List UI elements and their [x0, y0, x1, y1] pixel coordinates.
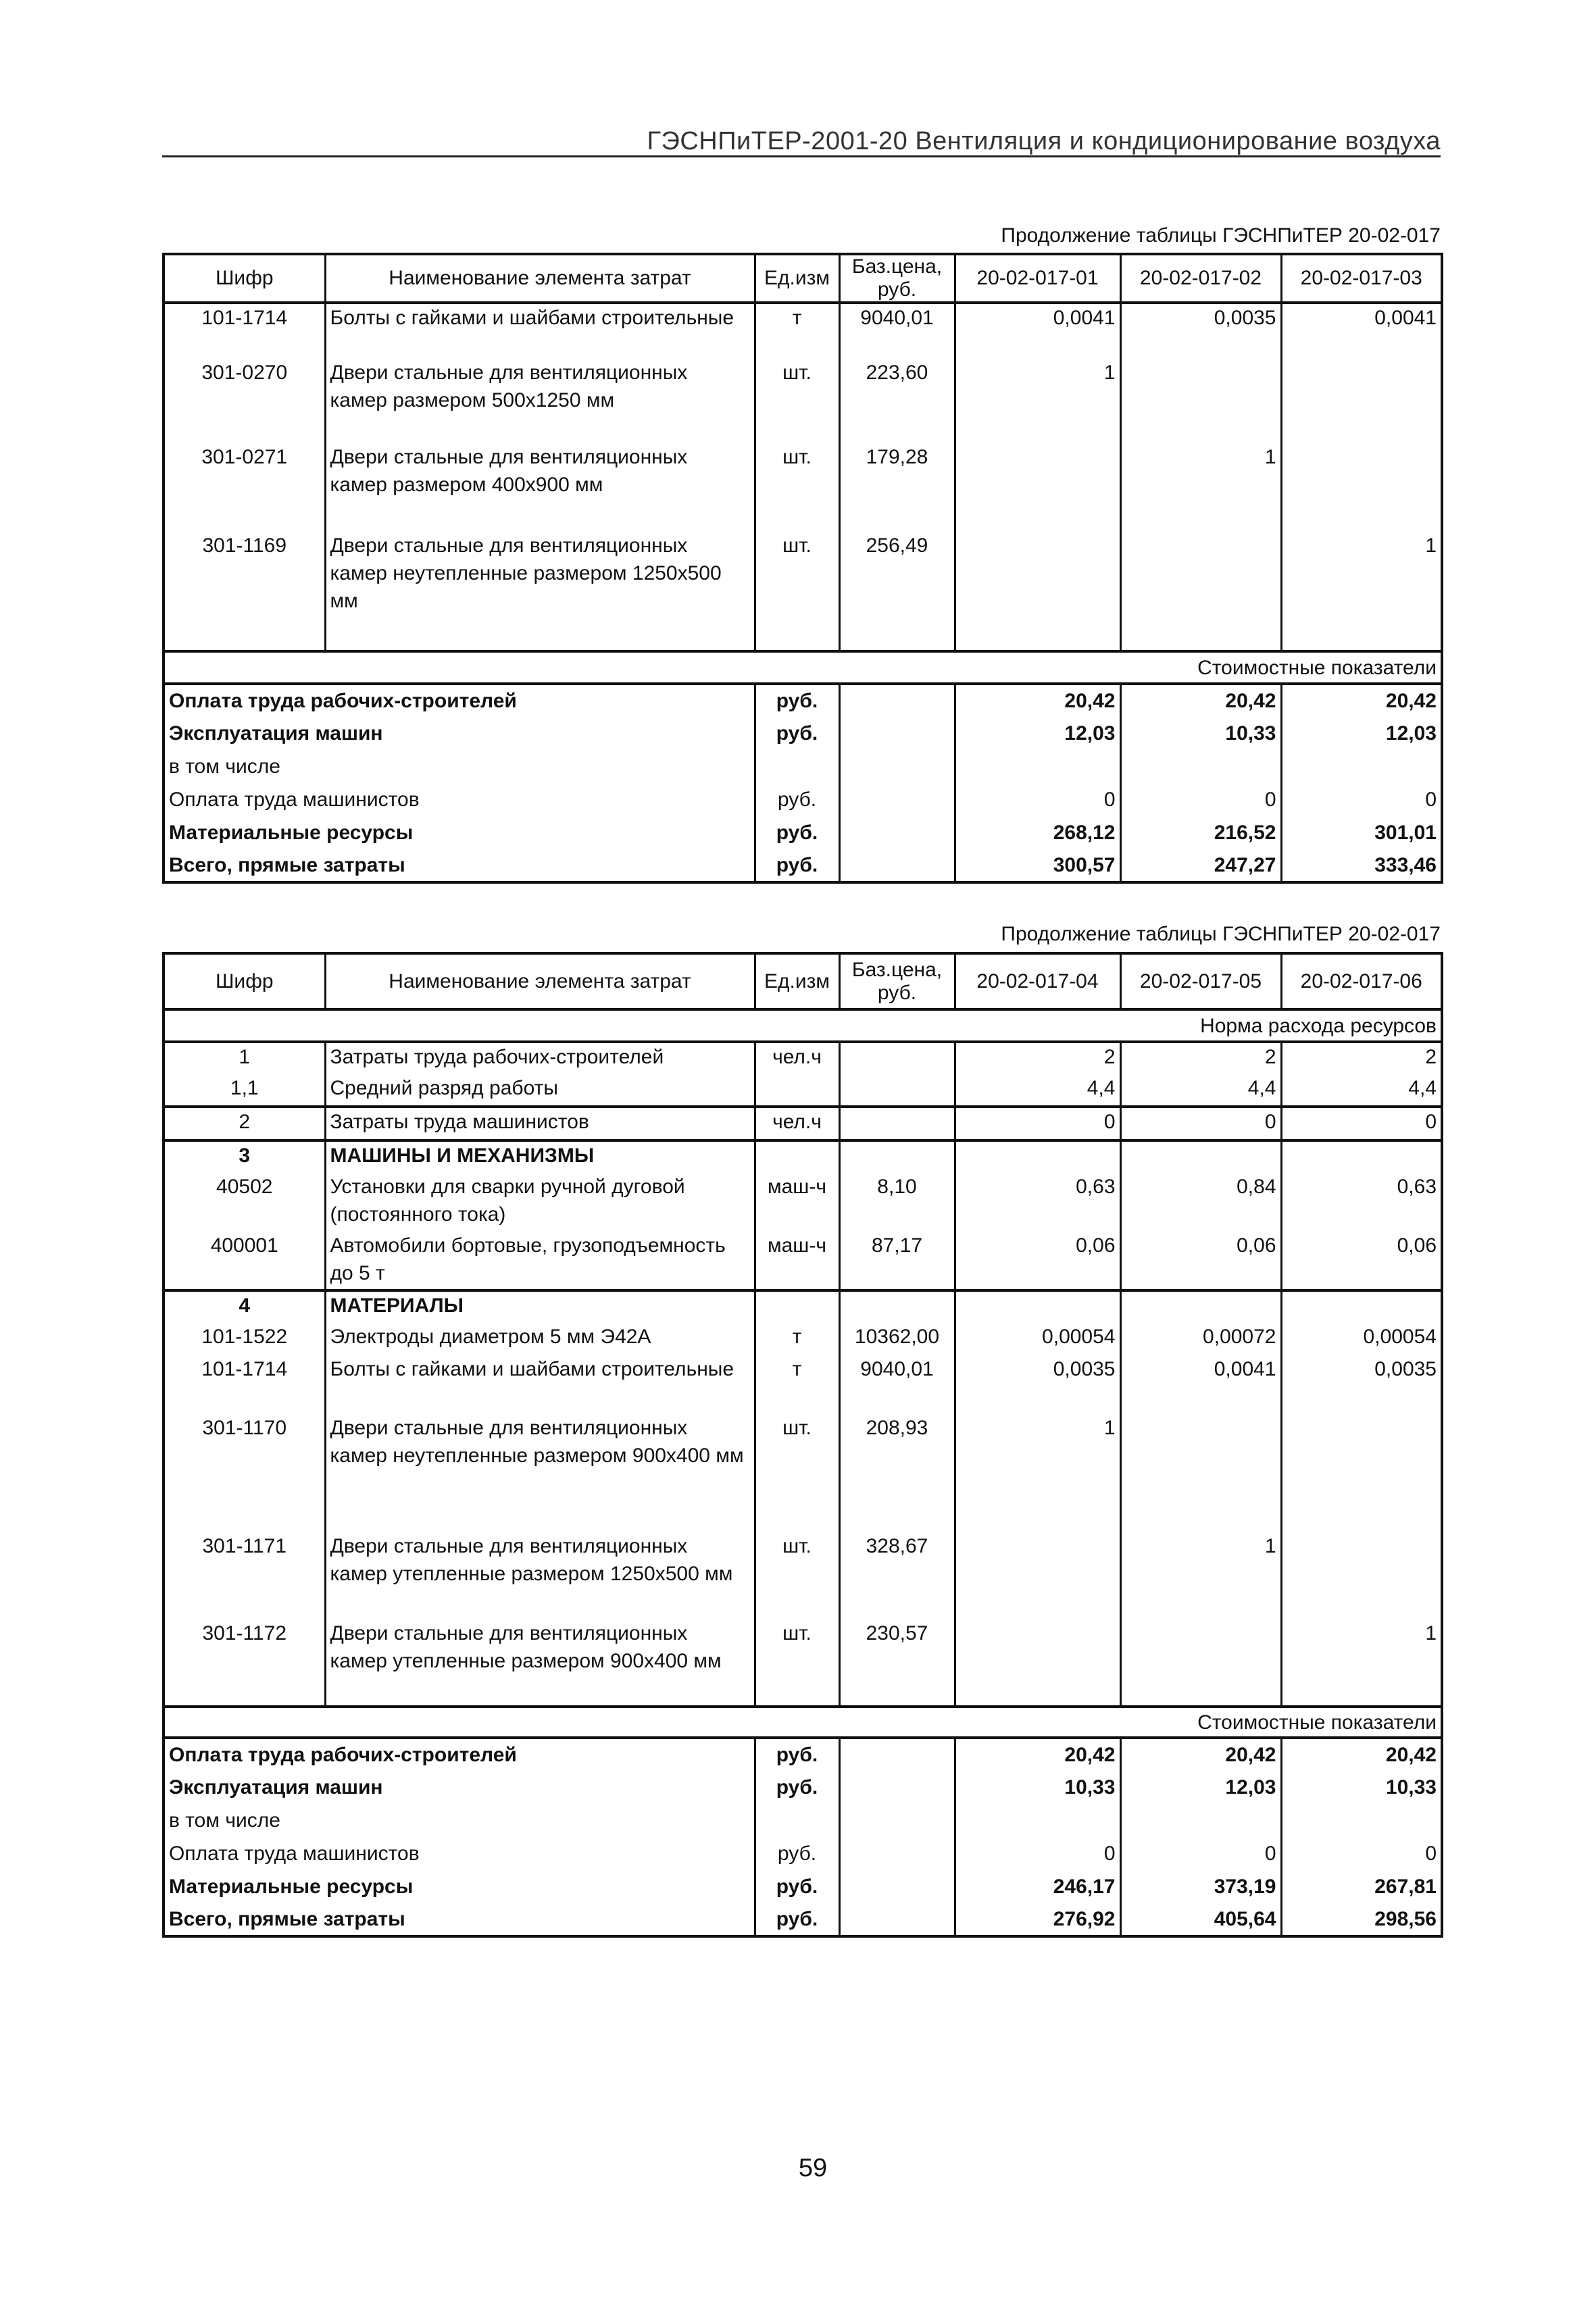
norm-value: 0,00054: [955, 1323, 1120, 1355]
resource-code: 40502: [164, 1173, 325, 1232]
norm-value: [955, 1619, 1120, 1707]
base-price: [839, 1140, 955, 1173]
column-header-norm-code: 20-02-017-02: [1120, 254, 1281, 303]
column-header-code: Шифр: [164, 254, 325, 303]
unit: [755, 1074, 839, 1107]
base-price-empty: [839, 849, 955, 882]
summary-label: Материальные ресурсы: [164, 1870, 755, 1903]
section-band-label: Стоимостные показатели: [164, 651, 1442, 684]
header-row: [164, 953, 1442, 1009]
unit: чел.ч: [755, 1042, 839, 1074]
cost-value: [955, 750, 1120, 783]
table-row: [164, 1414, 1442, 1532]
summary-row: [164, 1804, 1442, 1837]
cost-value: [1281, 750, 1442, 783]
norm-value: 2: [1281, 1042, 1442, 1074]
cost-value: 12,03: [1281, 717, 1442, 750]
column-header-unit: Ед.изм: [755, 254, 839, 303]
table-row: [164, 1042, 1442, 1074]
norm-value: 0,63: [955, 1173, 1120, 1232]
norm-value: [955, 1532, 1120, 1619]
norm-value: 0,0035: [1281, 1355, 1442, 1414]
cost-value: 20,42: [1281, 684, 1442, 717]
base-price-empty: [839, 783, 955, 816]
summary-label: Всего, прямые затраты: [164, 1903, 755, 1936]
resource-name: Средний разряд работы: [325, 1074, 755, 1107]
summary-label: Эксплуатация машин: [164, 717, 755, 750]
table-row: [164, 1532, 1442, 1619]
cost-value: 12,03: [955, 717, 1120, 750]
resource-name: МАШИНЫ И МЕХАНИЗМЫ: [325, 1140, 755, 1173]
cost-value: 0: [1281, 783, 1442, 816]
unit: руб.: [755, 849, 839, 882]
unit: т: [755, 1323, 839, 1355]
norm-value: 0,06: [955, 1232, 1120, 1290]
cost-value: 373,19: [1120, 1870, 1281, 1903]
resource-name: Двери стальные для вентиляционных камер неутепленные размером 1250х500 мм: [325, 532, 755, 651]
column-header-norm-code: 20-02-017-01: [955, 254, 1120, 303]
table-row: [164, 1140, 1442, 1173]
column-header-price: Баз.цена, руб.: [839, 254, 955, 303]
cost-value: 268,12: [955, 816, 1120, 849]
unit: [755, 1140, 839, 1173]
norm-value: 1: [1281, 1619, 1442, 1707]
summary-label: в том числе: [164, 1804, 755, 1837]
cost-value: 267,81: [1281, 1870, 1442, 1903]
norm-value: 0,06: [1281, 1232, 1442, 1290]
unit: шт.: [755, 1619, 839, 1707]
resource-name: МАТЕРИАЛЫ: [325, 1290, 755, 1323]
cost-value: 216,52: [1120, 816, 1281, 849]
norm-value: 0,0041: [955, 303, 1120, 359]
cost-value: 0: [955, 783, 1120, 816]
cost-value: 0: [955, 1837, 1120, 1870]
resource-code: 1: [164, 1042, 325, 1074]
unit: шт.: [755, 1414, 839, 1532]
base-price: 179,28: [839, 443, 955, 532]
cost-value: 10,33: [1120, 717, 1281, 750]
norm-value: [1120, 1619, 1281, 1707]
resource-table-2: [162, 952, 1443, 1938]
unit: руб.: [755, 783, 839, 816]
resource-name: Болты с гайками и шайбами строительные: [325, 303, 755, 359]
unit: т: [755, 1355, 839, 1414]
unit: [755, 1290, 839, 1323]
unit: руб.: [755, 717, 839, 750]
norm-value: [1120, 1414, 1281, 1532]
resource-code: 1,1: [164, 1074, 325, 1107]
base-price-empty: [839, 816, 955, 849]
summary-label: Оплата труда машинистов: [164, 1837, 755, 1870]
resource-code: 301-1171: [164, 1532, 325, 1619]
unit: чел.ч: [755, 1107, 839, 1140]
cost-value: 12,03: [1120, 1771, 1281, 1804]
norm-value: 0: [955, 1107, 1120, 1140]
resource-name: Двери стальные для вентиляционных камер размером 500х1250 мм: [325, 359, 755, 443]
norm-value: [1120, 1140, 1281, 1173]
resource-code: 301-1169: [164, 532, 325, 651]
table-row: [164, 359, 1442, 443]
cost-value: 10,33: [955, 1771, 1120, 1804]
base-price-empty: [839, 1837, 955, 1870]
cost-value: 246,17: [955, 1870, 1120, 1903]
norm-value: [955, 443, 1120, 532]
base-price-empty: [839, 1771, 955, 1804]
norm-value: 2: [1120, 1042, 1281, 1074]
base-price: 9040,01: [839, 303, 955, 359]
norm-value: 1: [955, 1414, 1120, 1532]
summary-row: [164, 684, 1442, 717]
norm-value: 1: [1281, 532, 1442, 651]
norm-value: [1120, 1290, 1281, 1323]
norm-value: 1: [1120, 1532, 1281, 1619]
norm-value: [1281, 359, 1442, 443]
cost-value: 20,42: [955, 1738, 1120, 1771]
summary-label: Оплата труда рабочих-строителей: [164, 684, 755, 717]
base-price: 223,60: [839, 359, 955, 443]
summary-row: [164, 1903, 1442, 1936]
cost-value: 20,42: [1120, 684, 1281, 717]
norm-value: 0,0035: [955, 1355, 1120, 1414]
resource-name: Установки для сварки ручной дуговой (постоянного тока): [325, 1173, 755, 1232]
cost-value: 276,92: [955, 1903, 1120, 1936]
base-price: 8,10: [839, 1173, 955, 1232]
norm-value: 0,00054: [1281, 1323, 1442, 1355]
resource-code: 101-1714: [164, 1355, 325, 1414]
column-header-norm-code: 20-02-017-03: [1281, 254, 1442, 303]
column-header-unit: Ед.изм: [755, 953, 839, 1009]
resource-name: Затраты труда рабочих-строителей: [325, 1042, 755, 1074]
cost-value: 20,42: [1120, 1738, 1281, 1771]
table-row: [164, 1107, 1442, 1140]
summary-label: Всего, прямые затраты: [164, 849, 755, 882]
summary-label: Оплата труда машинистов: [164, 783, 755, 816]
section-band: [164, 651, 1442, 684]
base-price-empty: [839, 684, 955, 717]
resource-code: 301-0270: [164, 359, 325, 443]
section-band-label: Норма расхода ресурсов: [164, 1009, 1442, 1042]
norm-value: 4,4: [955, 1074, 1120, 1107]
resource-name: Болты с гайками и шайбами строительные: [325, 1355, 755, 1414]
section-band: [164, 1707, 1442, 1738]
resource-code: 4: [164, 1290, 325, 1323]
norm-value: 4,4: [1120, 1074, 1281, 1107]
cost-value: 298,56: [1281, 1903, 1442, 1936]
summary-label: в том числе: [164, 750, 755, 783]
base-price: 87,17: [839, 1232, 955, 1290]
unit: шт.: [755, 359, 839, 443]
summary-row: [164, 750, 1442, 783]
resource-code: 301-1170: [164, 1414, 325, 1532]
norm-value: 0: [1281, 1107, 1442, 1140]
norm-value: 0,0035: [1120, 303, 1281, 359]
norm-value: 0,0041: [1120, 1355, 1281, 1414]
table-row: [164, 532, 1442, 651]
unit: маш-ч: [755, 1232, 839, 1290]
unit: руб.: [755, 684, 839, 717]
summary-label: Эксплуатация машин: [164, 1771, 755, 1804]
resource-name: Затраты труда машинистов: [325, 1107, 755, 1140]
resource-name: Автомобили бортовые, грузоподъемность до 5 т: [325, 1232, 755, 1290]
norm-value: [1281, 1532, 1442, 1619]
resource-code: 301-0271: [164, 443, 325, 532]
base-price-empty: [839, 1903, 955, 1936]
cost-value: [1120, 750, 1281, 783]
summary-row: [164, 1771, 1442, 1804]
unit: шт.: [755, 532, 839, 651]
cost-value: [1281, 1804, 1442, 1837]
base-price: 230,57: [839, 1619, 955, 1707]
header-row: [164, 254, 1442, 303]
resource-code: 101-1714: [164, 303, 325, 359]
summary-label: Материальные ресурсы: [164, 816, 755, 849]
norm-value: [1120, 532, 1281, 651]
base-price: 328,67: [839, 1532, 955, 1619]
base-price: [839, 1042, 955, 1074]
section-band: [164, 1009, 1442, 1042]
norm-value: 4,4: [1281, 1074, 1442, 1107]
column-header-norm-code: 20-02-017-06: [1281, 953, 1442, 1009]
summary-row: [164, 1870, 1442, 1903]
norm-value: 0: [1120, 1107, 1281, 1140]
norm-value: [1281, 443, 1442, 532]
unit: руб.: [755, 1870, 839, 1903]
summary-row: [164, 849, 1442, 882]
table-row: [164, 1619, 1442, 1707]
table-row: [164, 1173, 1442, 1232]
column-header-norm-code: 20-02-017-05: [1120, 953, 1281, 1009]
cost-value: 333,46: [1281, 849, 1442, 882]
unit: [755, 750, 839, 783]
unit: руб.: [755, 816, 839, 849]
norm-value: 0,84: [1120, 1173, 1281, 1232]
summary-label: Оплата труда рабочих-строителей: [164, 1738, 755, 1771]
unit: т: [755, 303, 839, 359]
norm-value: 0,63: [1281, 1173, 1442, 1232]
table-row: [164, 1074, 1442, 1107]
column-header-name: Наименование элемента затрат: [325, 953, 755, 1009]
running-header: ГЭСНПиТЕР-2001-20 Вентиляция и кондиционирование воздуха: [162, 127, 1441, 157]
norm-value: [1281, 1290, 1442, 1323]
cost-value: 10,33: [1281, 1771, 1442, 1804]
base-price-empty: [839, 1804, 955, 1837]
column-header-norm-code: 20-02-017-04: [955, 953, 1120, 1009]
summary-row: [164, 717, 1442, 750]
column-header-price: Баз.цена, руб.: [839, 953, 955, 1009]
cost-value: 300,57: [955, 849, 1120, 882]
cost-value: 247,27: [1120, 849, 1281, 882]
resource-name: Двери стальные для вентиляционных камер размером 400х900 мм: [325, 443, 755, 532]
base-price: [839, 1074, 955, 1107]
norm-value: [1281, 1414, 1442, 1532]
norm-value: [1120, 359, 1281, 443]
norm-value: [955, 1290, 1120, 1323]
page-number: 59: [798, 2154, 828, 2182]
unit: [755, 1804, 839, 1837]
column-header-name: Наименование элемента затрат: [325, 254, 755, 303]
column-header-code: Шифр: [164, 953, 325, 1009]
cost-value: [955, 1804, 1120, 1837]
norm-value: 1: [1120, 443, 1281, 532]
base-price: 208,93: [839, 1414, 955, 1532]
base-price-empty: [839, 1738, 955, 1771]
resource-name: Двери стальные для вентиляционных камер неутепленные размером 900х400 мм: [325, 1414, 755, 1532]
unit: маш-ч: [755, 1173, 839, 1232]
section-band-label: Стоимостные показатели: [164, 1707, 1442, 1738]
norm-value: 0,0041: [1281, 303, 1442, 359]
unit: руб.: [755, 1837, 839, 1870]
base-price: 256,49: [839, 532, 955, 651]
resource-table-1: [162, 253, 1443, 884]
table-row: [164, 1290, 1442, 1323]
base-price: [839, 1107, 955, 1140]
norm-value: 0,00072: [1120, 1323, 1281, 1355]
norm-value: [955, 1140, 1120, 1173]
resource-code: 2: [164, 1107, 325, 1140]
cost-value: [1120, 1804, 1281, 1837]
table-row: [164, 1232, 1442, 1290]
resource-code: 301-1172: [164, 1619, 325, 1707]
table-row: [164, 303, 1442, 359]
table-1-caption: Продолжение таблицы ГЭСНПиТЕР 20-02-017: [1001, 224, 1441, 247]
cost-value: 405,64: [1120, 1903, 1281, 1936]
base-price-empty: [839, 1870, 955, 1903]
summary-row: [164, 816, 1442, 849]
base-price-empty: [839, 750, 955, 783]
norm-value: 0,06: [1120, 1232, 1281, 1290]
base-price: [839, 1290, 955, 1323]
table-2-caption: Продолжение таблицы ГЭСНПиТЕР 20-02-017: [1001, 923, 1441, 945]
cost-value: 0: [1120, 1837, 1281, 1870]
cost-value: 0: [1281, 1837, 1442, 1870]
cost-value: 20,42: [1281, 1738, 1442, 1771]
base-price-empty: [839, 717, 955, 750]
summary-row: [164, 783, 1442, 816]
unit: руб.: [755, 1771, 839, 1804]
resource-name: Двери стальные для вентиляционных камер утепленные размером 900х400 мм: [325, 1619, 755, 1707]
resource-code: 400001: [164, 1232, 325, 1290]
base-price: 9040,01: [839, 1355, 955, 1414]
summary-row: [164, 1837, 1442, 1870]
norm-value: 2: [955, 1042, 1120, 1074]
unit: шт.: [755, 1532, 839, 1619]
summary-row: [164, 1738, 1442, 1771]
resource-name: Электроды диаметром 5 мм Э42А: [325, 1323, 755, 1355]
norm-value: 1: [955, 359, 1120, 443]
table-row: [164, 1323, 1442, 1355]
cost-value: 301,01: [1281, 816, 1442, 849]
unit: шт.: [755, 443, 839, 532]
table-row: [164, 1355, 1442, 1414]
cost-value: 0: [1120, 783, 1281, 816]
unit: руб.: [755, 1903, 839, 1936]
base-price: 10362,00: [839, 1323, 955, 1355]
resource-code: 101-1522: [164, 1323, 325, 1355]
table-row: [164, 443, 1442, 532]
norm-value: [1281, 1140, 1442, 1173]
norm-value: [955, 532, 1120, 651]
unit: руб.: [755, 1738, 839, 1771]
resource-name: Двери стальные для вентиляционных камер утепленные размером 1250х500 мм: [325, 1532, 755, 1619]
resource-code: 3: [164, 1140, 325, 1173]
cost-value: 20,42: [955, 684, 1120, 717]
